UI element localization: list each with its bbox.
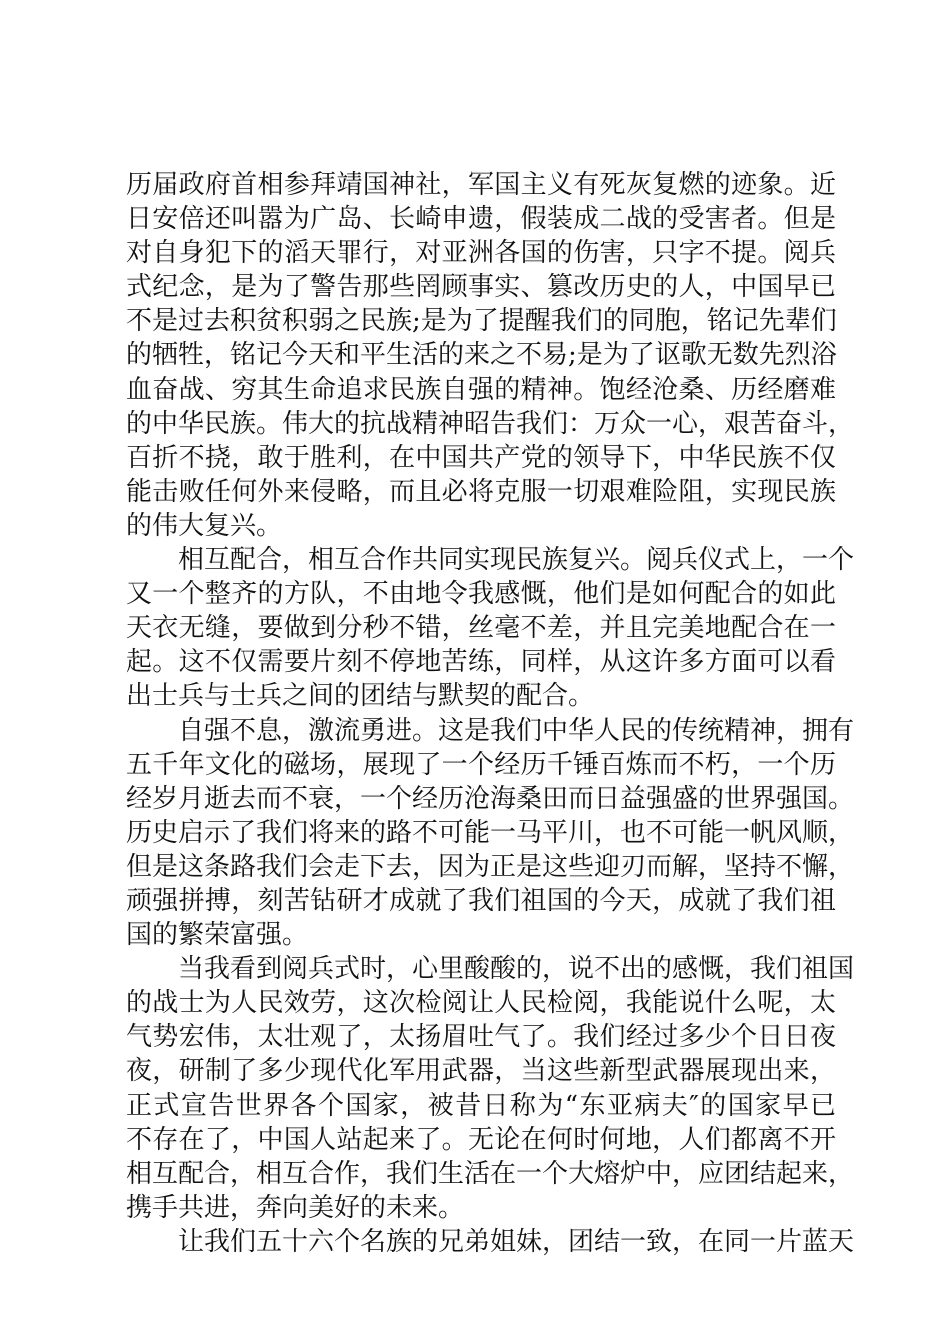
body-text bbox=[126, 168, 855, 1259]
text-line: 又一个整齐的方队，不由地令我感慨，他们是如何配合的如此 bbox=[126, 579, 836, 610]
text-line: 百折不挠，敢于胜利，在中国共产党的领导下，中华民族不仅 bbox=[126, 442, 836, 473]
text-line: 的牺牲，铭记今天和平生活的来之不易;是为了讴歌无数先烈浴 bbox=[126, 340, 837, 371]
text-line: 起。这不仅需要片刻不停地苦练，同样，从这许多方面可以看 bbox=[126, 647, 836, 678]
text-line: 出士兵与士兵之间的团结与默契的配合。 bbox=[126, 681, 595, 712]
text-line: 携手共进，奔向美好的未来。 bbox=[126, 1192, 465, 1223]
text-line: 气势宏伟，太壮观了，太扬眉吐气了。我们经过多少个日日夜 bbox=[126, 1022, 836, 1053]
text-line: 血奋战、穷其生命追求民族自强的精神。饱经沧桑、历经磨难 bbox=[126, 374, 836, 405]
text-line: 顽强拼搏，刻苦钻研才成就了我们祖国的今天，成就了我们祖 bbox=[126, 885, 836, 916]
text-line: 式纪念，是为了警告那些罔顾事实、篡改历史的人，中国早已 bbox=[126, 272, 836, 303]
text-line: 的中华民族。伟大的抗战精神昭告我们：万众一心，艰苦奋斗， bbox=[126, 408, 855, 439]
text-line: 能击败任何外来侵略，而且必将克服一切艰难险阻，实现民族 bbox=[126, 476, 836, 507]
text-line: 当我看到阅兵式时，心里酸酸的，说不出的感慨，我们祖国 bbox=[178, 954, 855, 985]
text-line: 相互配合，相互合作，我们生活在一个大熔炉中，应团结起来， bbox=[126, 1158, 855, 1189]
text-line: 相互配合，相互合作共同实现民族复兴。阅兵仪式上，一个 bbox=[178, 545, 855, 576]
text-line: 日安倍还叫嚣为广岛、长崎申遗，假装成二战的受害者。但是 bbox=[126, 204, 836, 235]
text-line: 让我们五十六个名族的兄弟姐妹，团结一致，在同一片蓝天 bbox=[178, 1226, 855, 1257]
text-line: 对自身犯下的滔天罪行，对亚洲各国的伤害，只字不提。阅兵 bbox=[126, 238, 836, 269]
text-line: 自强不息，激流勇进。这是我们中华人民的传统精神，拥有 bbox=[178, 715, 855, 746]
text-line: 的战士为人民效劳，这次检阅让人民检阅，我能说什么呢，太 bbox=[126, 988, 836, 1019]
text-line: 的伟大复兴。 bbox=[126, 510, 283, 541]
text-line: 经岁月逝去而不衰，一个经历沧海桑田而日益强盛的世界强国。 bbox=[126, 783, 855, 814]
text-line: 不存在了，中国人站起来了。无论在何时何地，人们都离不开 bbox=[126, 1124, 836, 1155]
text-line: 国的繁荣富强。 bbox=[126, 920, 309, 951]
text-line: 夜，研制了多少现代化军用武器，当这些新型武器展现出来， bbox=[126, 1056, 836, 1087]
text-line: 历届政府首相参拜靖国神社，军国主义有死灰复燃的迹象。近 bbox=[126, 170, 836, 200]
text-line: 五千年文化的磁场，展现了一个经历千锤百炼而不朽，一个历 bbox=[126, 749, 836, 780]
text-line: 正式宣告世界各个国家，被昔日称为“东亚病夫″的国家早已 bbox=[126, 1090, 836, 1121]
text-line: 天衣无缝，要做到分秒不错，丝毫不差，并且完美地配合在一 bbox=[126, 613, 836, 644]
text-line: 历史启示了我们将来的路不可能一马平川，也不可能一帆风顺， bbox=[126, 817, 855, 848]
text-line: 但是这条路我们会走下去，因为正是这些迎刃而解，坚持不懈， bbox=[126, 851, 855, 882]
text-line: 不是过去积贫积弱之民族;是为了提醒我们的同胞，铭记先辈们 bbox=[126, 306, 837, 337]
